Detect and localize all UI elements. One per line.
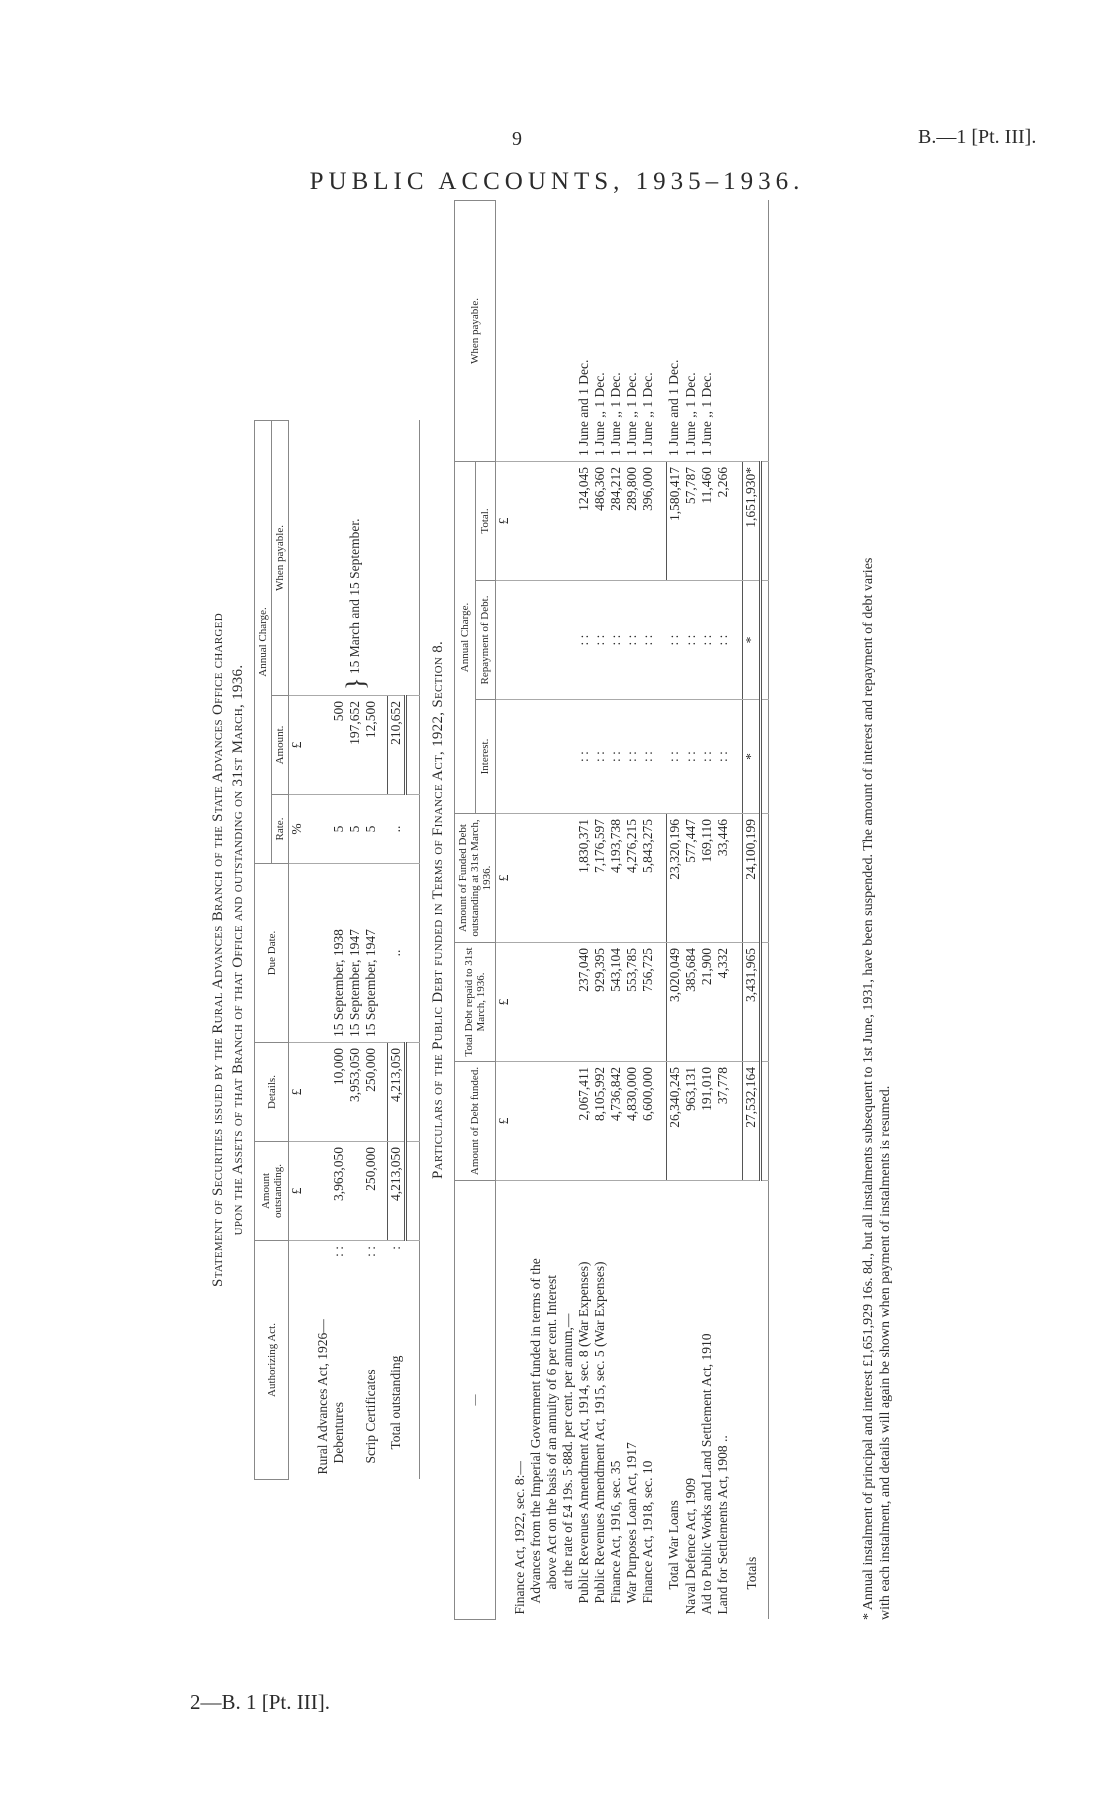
amount-outstanding: 250,000 [363,1142,379,1241]
amount-funded: 37,778 [715,1062,731,1181]
repayment: : : [608,581,624,700]
act-title-row [315,421,331,1480]
due-date: 15 September, 1947 [363,864,379,1043]
when-payable: } 15 March and 15 September. [331,421,379,696]
total-repaid: 3,020,049 [666,943,683,1062]
grand-total-row [743,201,761,1620]
row-label: War Purposes Loan Act, 1917 [624,1442,639,1604]
securities-statement [208,420,420,1480]
amount-funded: 4,736,842 [608,1062,624,1181]
total-amount: 210,652 [387,696,405,795]
rotated-page-body [160,200,940,1620]
interest: : : [608,700,624,814]
total: 2,266 [715,462,731,581]
rate: 5 [347,795,363,864]
header-amount-funded: Amount of Debt funded. [455,1062,496,1181]
unit-pound: £ [289,1142,306,1241]
total-repaid: 385,684 [683,943,699,1062]
amount: 197,652 [347,696,363,795]
total: 1,651,930* [743,462,761,581]
when-payable: 1 June ,, 1 Dec. [608,201,624,462]
when-payable: 1 June ,, 1 Dec. [683,201,699,462]
header-amount-outstanding: Amount of Funded Debt outstanding at 31st March, 1936. [455,814,496,943]
total-row [387,421,405,1480]
repayment: * [743,581,761,700]
intro-row [544,201,560,1620]
intro-line: above Act on the basis of an annuity of 6 per cent. Interest [544,1274,559,1590]
row-label: Debentures [331,1402,346,1464]
total-rate: .. [387,795,405,864]
rate: 5 [363,795,379,864]
header-rate: Rate. [272,795,289,864]
table2-caption: Particulars of the Public Debt funded in Terms of Finance Act, 1922, Section 8. [430,640,446,1180]
war-loans-total-row [666,201,683,1620]
due-date: 15 September, 1938 [331,864,347,1043]
header-total: Total. [475,462,496,581]
when-payable [743,201,761,462]
intro-row [512,201,528,1620]
document-reference: B.—1 [Pt. III]. [918,126,1037,148]
repayment: : : [640,581,656,700]
footnote [860,200,894,1620]
row-label: Scrip Certificates [363,1369,378,1464]
header-when-payable: When payable. [272,421,289,696]
amount-outstanding: 33,446 [715,814,731,943]
footnote-line1: * Annual instalment of principal and interest £1,651,929 16s. 8d., but all instalments subsequent to 1st June, 1931, have been suspended. The amount of interest and repayment of debt varies [861,557,876,1620]
interest: : : [666,700,683,814]
row-label: Finance Act, 1918, sec. 10 [640,1460,655,1604]
amount-outstanding: 1,830,371 [576,814,592,943]
securities-table [254,420,420,1480]
page-number: 9 [512,128,522,150]
total-repaid: 543,104 [608,943,624,1062]
total-repaid: 4,332 [715,943,731,1062]
amount-outstanding: 4,193,738 [608,814,624,943]
total-repaid: 21,900 [699,943,715,1062]
unit-pound: £ [289,696,306,795]
row-label: Aid to Public Works and Land Settlement Act, 1910 [698,1333,714,1615]
repayment: : : [699,581,715,700]
total-repaid: 553,785 [624,943,640,1062]
amount-outstanding: 4,276,215 [624,814,640,943]
act-title: Rural Advances Act, 1926— [315,1319,330,1475]
details: 250,000 [363,1043,379,1142]
when-payable: 1 June ,, 1 Dec. [640,201,656,462]
total-amount-outstanding: 4,213,050 [387,1142,405,1241]
total-due-date: .. [387,864,405,1043]
when-payable [715,201,731,462]
header-repayment: Repayment of Debt. [475,581,496,700]
total-repaid: 756,725 [640,943,656,1062]
interest: : : [624,700,640,814]
row-label: Total War Loans [666,1500,682,1590]
interest: * [743,700,761,814]
header-amount-outstanding: Amount outstanding. [255,1142,289,1241]
repayment: : : [592,581,608,700]
when-payable: 1 June ,, 1 Dec. [624,201,640,462]
header-details: Details. [255,1043,289,1142]
amount-outstanding: 5,843,275 [640,814,656,943]
amount-outstanding: 23,320,196 [666,814,683,943]
leader-dots: : [388,1246,403,1250]
interest: : : [699,700,715,814]
total: 57,787 [683,462,699,581]
total: 11,460 [699,462,715,581]
amount-funded: 27,532,164 [743,1062,761,1181]
units-row [496,201,513,1620]
total: 486,360 [592,462,608,581]
total-repaid: 929,395 [592,943,608,1062]
header-due-date: Due Date. [255,864,289,1043]
interest: : : [592,700,608,814]
table-row [699,201,715,1620]
row-label: Land for Settlements Act, 1908 .. [714,1435,730,1615]
header-amount: Amount. [272,696,289,795]
row-label: Finance Act, 1916, sec. 35 [608,1460,623,1604]
total: 284,212 [608,462,624,581]
header-total-repaid: Total Debt repaid to 31st March, 1936. [455,943,496,1062]
table-row [608,201,624,1620]
header-authorizing-act: Authorizing Act. [255,1241,289,1480]
page-title: PUBLIC ACCOUNTS, 1935–1936. [309,168,805,195]
amount-outstanding: 7,176,597 [592,814,608,943]
total: 1,580,417 [666,462,683,581]
table1-caption-line1: Statement of Securities issued by the Rural Advances Branch of the State Advances Office charged [210,613,226,1287]
row-label: Naval Defence Act, 1909 [682,1478,698,1615]
unit-pound: £ [289,1043,306,1142]
unit-pound: £ [496,943,513,1062]
funded-debt-particulars [428,200,769,1620]
unit-pound: £ [496,1062,513,1181]
unit-pound: £ [496,814,513,943]
amount-outstanding: 577,447 [683,814,699,943]
unit-pound: £ [496,462,513,581]
amount-funded: 8,105,992 [592,1062,608,1181]
total: 396,000 [640,462,656,581]
table-row [715,201,731,1620]
table-row [683,201,699,1620]
intro-row [528,201,544,1620]
repayment: : : [576,581,592,700]
total-repaid: 3,431,965 [743,943,761,1062]
repayment: : : [683,581,699,700]
header-interest: Interest. [475,700,496,814]
amount-funded: 6,600,000 [640,1062,656,1181]
footnote-line2: with each instalment, and details will again be shown when payment of instalments is resumed. [878,1085,893,1620]
row-label: Public Revenues Amendment Act, 1915, sec. 5 (War Expenses) [592,1261,607,1604]
amount-funded: 4,830,000 [624,1062,640,1181]
amount-outstanding: 24,100,199 [743,814,761,943]
amount-funded: 191,010 [699,1062,715,1181]
table-row [592,201,608,1620]
when-payable: 1 June ,, 1 Dec. [699,201,715,462]
total-details: 4,213,050 [387,1043,405,1142]
interest: : : [576,700,592,814]
details: 10,000 [331,1043,347,1142]
interest: : : [640,700,656,814]
total-repaid: 237,040 [576,943,592,1062]
units-row [289,421,306,1480]
header-annual-charge: Annual Charge. [455,462,476,814]
when-payable: 1 June ,, 1 Dec. [592,201,608,462]
row-label: Totals [743,1556,759,1590]
table-row [576,201,592,1620]
repayment: : : [624,581,640,700]
repayment: : : [666,581,683,700]
details: 3,953,050 [347,1043,363,1142]
when-payable: 1 June and 1 Dec. [666,201,683,462]
interest: : : [715,700,731,814]
leader-dots: : : [363,1246,378,1257]
intro-row [560,201,576,1620]
due-date: 15 September, 1947 [347,864,363,1043]
total: 124,045 [576,462,592,581]
table-row [624,201,640,1620]
intro-line: at the rate of £4 19s. 5·88d. per cent. per annum,— [560,1313,575,1590]
leader-dots: : : [331,1246,346,1257]
table-row [640,201,656,1620]
header-annual-charge: Annual Charge. [255,421,272,864]
intro-line: Finance Act, 1922, sec. 8:— [512,1461,527,1615]
footer-reference: 2—B. 1 [Pt. III]. [190,1690,330,1714]
total-label: Total outstanding [388,1355,403,1450]
amount-funded: 2,067,411 [576,1062,592,1181]
unit-percent: % [289,795,306,864]
rate: 5 [331,795,347,864]
total: 289,800 [624,462,640,581]
interest: : : [683,700,699,814]
amount-outstanding: 3,963,050 [331,1142,347,1241]
header-description: — [455,1181,496,1620]
header-when-payable: When payable. [455,201,496,462]
amount-funded: 26,340,245 [666,1062,683,1181]
amount-funded: 963,131 [683,1062,699,1181]
table-row [331,421,347,1480]
amount: 12,500 [363,696,379,795]
amount-outstanding: 169,110 [699,814,715,943]
funded-debt-table [454,200,769,1620]
intro-line: Advances from the Imperial Government funded in terms of the [528,1258,543,1604]
row-label: Public Revenues Amendment Act, 1914, sec. 8 (War Expenses) [576,1261,591,1604]
when-payable: 1 June and 1 Dec. [576,201,592,462]
table1-caption-line2: upon the Assets of that Branch of that Office and outstanding on 31st March, 1936. [230,664,246,1236]
amount: 500 [331,696,347,795]
amount-outstanding [347,1142,363,1241]
repayment: : : [715,581,731,700]
